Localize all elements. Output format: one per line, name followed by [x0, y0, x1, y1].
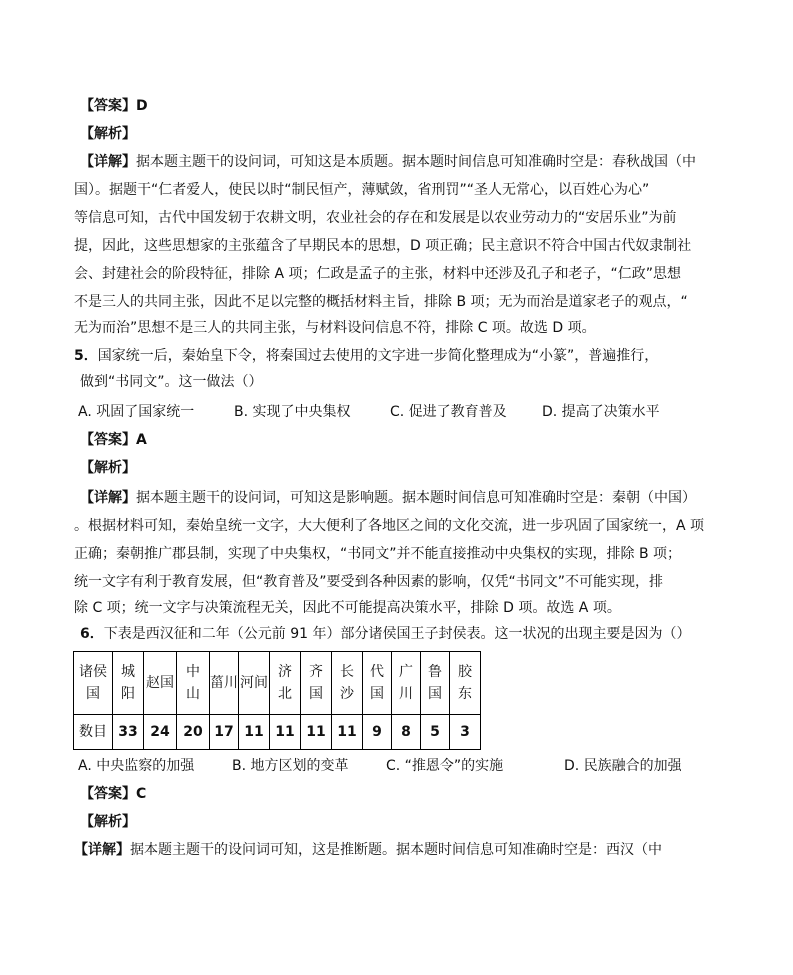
q5-stem-line: 做到“书同文”。这一做法（）	[80, 374, 263, 390]
table-count-cell: 3	[450, 715, 481, 750]
table-state-cell: 广 川	[392, 652, 421, 715]
q4-detail-line: 会、封建社会的阶段特征，排除 A 项；仁政是孟子的主张，材料中还涉及孔子和老子，“仁政”思想	[74, 266, 681, 282]
q5-answer: 【答案】A	[80, 432, 147, 448]
q5-option-d: D. 提高了决策水平	[542, 404, 660, 420]
q5-analysis-label: 【解析】	[80, 460, 136, 476]
q5-detail-line: 。根据材料可知，秦始皇统一文字，大大便利了各地区之间的文化交流，进一步巩固了国家统一，A 项	[74, 518, 705, 534]
q4-detail-line: 提，因此，这些思想家的主张蕴含了早期民本的思想，D 项正确；民主意识不符合中国古代奴隶制社	[74, 238, 692, 254]
q5-detail-line: 【详解】据本题主题干的设问词，可知这是影响题。据本题时间信息可知准确时空是：秦朝（中国）	[80, 490, 696, 506]
table-state-cell: 菑川	[210, 652, 239, 715]
table-count-cell: 11	[301, 715, 332, 750]
q5-stem: 5．国家统一后，秦始皇下令，将秦国过去使用的文字进一步简化整理成为“小篆”，普遍推行，	[74, 348, 659, 364]
q5-option-c: C. 促进了教育普及	[390, 404, 507, 420]
q4-answer: 【答案】D	[80, 98, 148, 114]
q6-stem: 6．下表是西汉征和二年（公元前 91 年）部分诸侯国王子封侯表。这一状况的出现主要是因为（）	[80, 626, 691, 642]
table-header-cell: 诸侯 国	[74, 652, 113, 715]
table-state-cell: 济 北	[270, 652, 301, 715]
table-count-cell: 24	[144, 715, 177, 750]
q6-option-b: B. 地方区划的变革	[232, 758, 349, 774]
table-state-cell: 胶 东	[450, 652, 481, 715]
table-state-cell: 长 沙	[332, 652, 363, 715]
q4-detail-line: 国）。据题干“仁者爱人，使民以时“制民恒产，薄赋敛，省刑罚”“圣人无常心，以百姓心为心”	[74, 182, 650, 198]
table-header-row	[74, 652, 481, 715]
table-count-cell: 20	[177, 715, 210, 750]
table-count-cell: 5	[421, 715, 450, 750]
table-count-cell: 33	[113, 715, 144, 750]
table-state-cell: 赵国	[144, 652, 177, 715]
q4-analysis-label: 【解析】	[80, 126, 136, 142]
q5-options	[78, 402, 718, 422]
q6-detail-line: 【详解】据本题主题干的设问词可知，这是推断题。据本题时间信息可知准确时空是：西汉（中	[74, 842, 662, 858]
table-count-cell: 11	[239, 715, 270, 750]
q4-detail-line: 等信息可知，古代中国发轫于农耕文明，农业社会的存在和发展是以农业劳动力的“安居乐业”为前	[74, 210, 677, 226]
table-state-cell: 河间	[239, 652, 270, 715]
table-row-label: 数目	[74, 715, 113, 750]
table-count-row	[74, 715, 481, 750]
q5-detail-line: 除 C 项；统一文字与决策流程无关，因此不可能提高决策水平，排除 D 项。故选 A 项。	[74, 600, 621, 616]
q6-option-c: C. “推恩令”的实施	[386, 758, 504, 774]
table-state-cell: 鲁 国	[421, 652, 450, 715]
table-state-cell: 城 阳	[113, 652, 144, 715]
q6-options	[78, 756, 718, 776]
table-count-cell: 11	[270, 715, 301, 750]
table-count-cell: 8	[392, 715, 421, 750]
q4-detail-line: 不是三人的共同主张，因此不足以完整的概括材料主旨，排除 B 项；无为而治是道家老子的观点，“	[74, 294, 688, 310]
q5-option-b: B. 实现了中央集权	[234, 404, 351, 420]
table-state-cell: 齐 国	[301, 652, 332, 715]
table-count-cell: 17	[210, 715, 239, 750]
q5-detail-line: 统一文字有利于教育发展，但“教育普及”要受到各种因素的影响，仅凭“书同文”不可能实现，排	[74, 574, 664, 590]
q6-analysis-label: 【解析】	[80, 814, 136, 830]
q6-option-a: A. 中央监察的加强	[78, 758, 195, 774]
table-state-cell: 代 国	[363, 652, 392, 715]
table-state-cell: 中 山	[177, 652, 210, 715]
table-count-cell: 9	[363, 715, 392, 750]
q6-option-d: D. 民族融合的加强	[564, 758, 682, 774]
q6-answer: 【答案】C	[80, 786, 147, 802]
q5-option-a: A. 巩固了国家统一	[78, 404, 195, 420]
table-count-cell: 11	[332, 715, 363, 750]
q4-detail-line: 无为而治”思想不是三人的共同主张，与材料设问信息不符，排除 C 项。故选 D 项。	[74, 320, 596, 336]
q5-detail-line: 正确；秦朝推广郡县制，实现了中央集权，“书同文”并不能直接推动中央集权的实现，排除 B 项；	[74, 546, 682, 562]
fief-table	[73, 651, 481, 750]
q4-detail-line: 【详解】据本题主题干的设问词，可知这是本质题。据本题时间信息可知准确时空是：春秋战国（中	[80, 154, 696, 170]
